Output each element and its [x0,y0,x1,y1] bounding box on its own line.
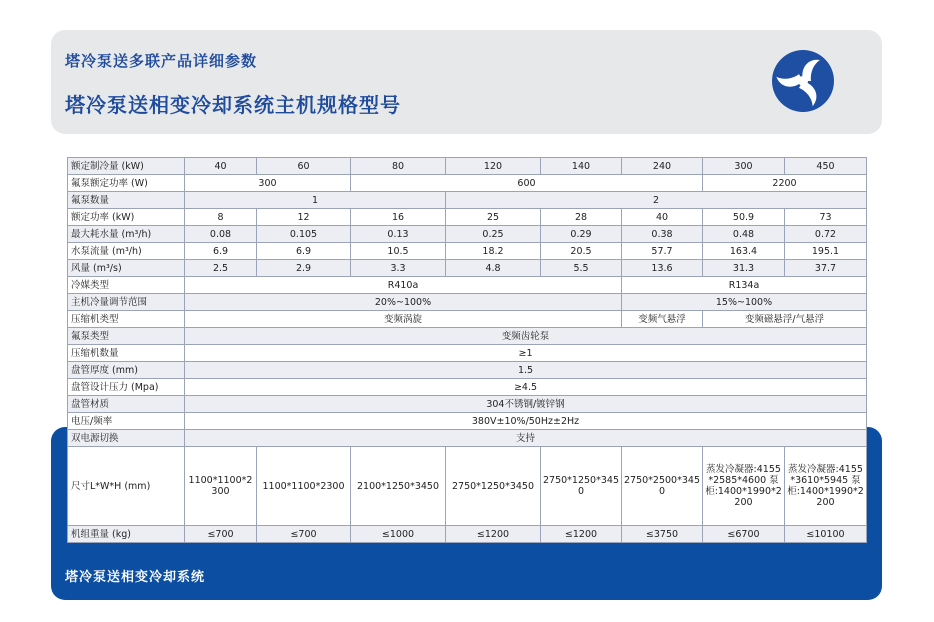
footer-title: 塔冷泵送相变冷却系统 [65,570,206,585]
table-cell: 304不锈钢/镀锌钢 [185,396,867,413]
table-row [68,243,867,260]
table-cell: 变频涡旋 [185,311,622,328]
table-cell: 0.25 [446,226,541,243]
table-row [68,294,867,311]
table-cell: 60 [257,158,351,175]
table-cell: 40 [185,158,257,175]
table-cell: 6.9 [185,243,257,260]
table-cell: 变频磁悬浮/气悬浮 [703,311,867,328]
row-label: 水泵流量 (m³/h) [68,243,185,260]
table-cell: 73 [785,209,867,226]
table-cell: 15%~100% [622,294,867,311]
row-label: 压缩机类型 [68,311,185,328]
table-row [68,379,867,396]
table-row [68,526,867,543]
table-cell: 600 [351,175,703,192]
table-cell: ≤1200 [446,526,541,543]
row-label: 最大耗水量 (m³/h) [68,226,185,243]
table-cell: 2.9 [257,260,351,277]
table-cell: 300 [185,175,351,192]
table-cell: 3.3 [351,260,446,277]
table-cell: 0.29 [541,226,622,243]
header-card [51,30,882,134]
table-cell: 2.5 [185,260,257,277]
table-cell: 20.5 [541,243,622,260]
table-row [68,447,867,526]
table-cell: 40 [622,209,703,226]
table-cell: 2750*2500*3450 [622,447,703,526]
table-cell: 16 [351,209,446,226]
table-cell: ≥4.5 [185,379,867,396]
table-cell: 140 [541,158,622,175]
table-cell: 0.08 [185,226,257,243]
table-cell: 1100*1100*2300 [257,447,351,526]
row-label: 尺寸L*W*H (mm) [68,447,185,526]
table-cell: 蒸发冷凝器:4155*3610*5945 泵柜:1400*1990*2200 [785,447,867,526]
table-cell: R134a [622,277,867,294]
table-cell: 31.3 [703,260,785,277]
table-cell: 5.5 [541,260,622,277]
table-row [68,226,867,243]
table-cell: 变频齿轮泵 [185,328,867,345]
table-cell: 1.5 [185,362,867,379]
table-row [68,192,867,209]
table-cell: 120 [446,158,541,175]
table-cell: 25 [446,209,541,226]
table-cell: 10.5 [351,243,446,260]
table-cell: 0.72 [785,226,867,243]
table-cell: 支持 [185,430,867,447]
row-label: 双电源切换 [68,430,185,447]
table-cell: ≥1 [185,345,867,362]
table-row [68,362,867,379]
row-label: 氟泵额定功率 (W) [68,175,185,192]
table-cell: 蒸发冷凝器:4155*2585*4600 泵柜:1400*1990*2200 [703,447,785,526]
table-cell: 1 [185,192,446,209]
table-row [68,396,867,413]
table-cell: 2 [446,192,867,209]
table-cell: R410a [185,277,622,294]
table-row [68,413,867,430]
table-row [68,277,867,294]
table-row [68,175,867,192]
table-cell: 450 [785,158,867,175]
table-cell: 380V±10%/50Hz±2Hz [185,413,867,430]
table-cell: ≤700 [257,526,351,543]
table-cell: ≤1200 [541,526,622,543]
spec-table [67,157,867,543]
table-row [68,430,867,447]
table-cell: 8 [185,209,257,226]
row-label: 压缩机数量 [68,345,185,362]
page-subtitle: 塔冷泵送多联产品详细参数 [65,52,258,70]
table-row [68,345,867,362]
table-cell: ≤1000 [351,526,446,543]
table-cell: 18.2 [446,243,541,260]
row-label: 额定功率 (kW) [68,209,185,226]
table-row [68,209,867,226]
row-label: 盘管厚度 (mm) [68,362,185,379]
table-cell: 50.9 [703,209,785,226]
row-label: 冷媒类型 [68,277,185,294]
table-cell: 0.105 [257,226,351,243]
table-cell: 0.48 [703,226,785,243]
table-cell: 20%~100% [185,294,622,311]
row-label: 主机冷量调节范围 [68,294,185,311]
row-label: 氟泵类型 [68,328,185,345]
table-cell: 2100*1250*3450 [351,447,446,526]
table-cell: 变频气悬浮 [622,311,703,328]
swirl-logo-icon [770,48,836,114]
table-cell: 2750*1250*3450 [446,447,541,526]
table-cell: ≤700 [185,526,257,543]
table-cell: 6.9 [257,243,351,260]
table-cell: ≤10100 [785,526,867,543]
row-label: 风量 (m³/s) [68,260,185,277]
table-cell: 163.4 [703,243,785,260]
table-cell: 195.1 [785,243,867,260]
table-cell: 300 [703,158,785,175]
table-row [68,328,867,345]
table-cell: 2200 [703,175,867,192]
row-label: 盘管设计压力 (Mpa) [68,379,185,396]
row-label: 机组重量 (kg) [68,526,185,543]
table-cell: 1100*1100*2300 [185,447,257,526]
table-cell: 80 [351,158,446,175]
row-label: 额定制冷量 (kW) [68,158,185,175]
table-cell: 4.8 [446,260,541,277]
table-cell: ≤3750 [622,526,703,543]
table-cell: 28 [541,209,622,226]
table-cell: 240 [622,158,703,175]
page-title: 塔冷泵送相变冷却系统主机规格型号 [65,93,401,117]
table-cell: ≤6700 [703,526,785,543]
table-cell: 13.6 [622,260,703,277]
table-cell: 12 [257,209,351,226]
table-row [68,260,867,277]
table-row [68,311,867,328]
table-cell: 0.38 [622,226,703,243]
table-cell: 2750*1250*3450 [541,447,622,526]
row-label: 氟泵数量 [68,192,185,209]
table-cell: 0.13 [351,226,446,243]
row-label: 电压/频率 [68,413,185,430]
row-label: 盘管材质 [68,396,185,413]
table-row [68,158,867,175]
table-cell: 37.7 [785,260,867,277]
table-cell: 57.7 [622,243,703,260]
